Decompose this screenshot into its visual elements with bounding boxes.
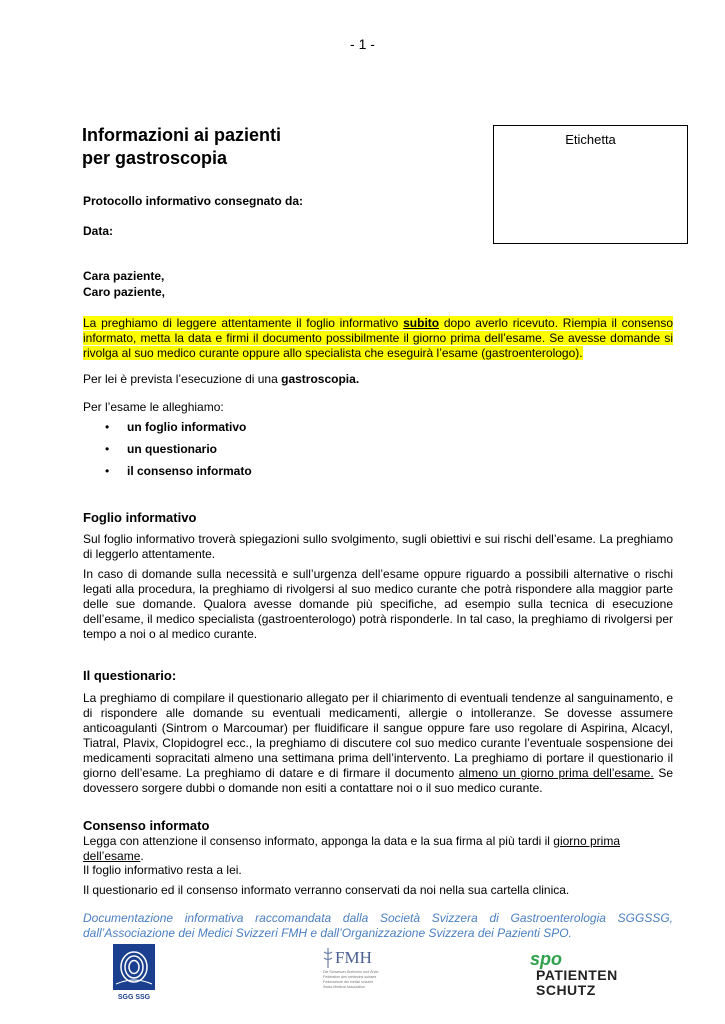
questionario-text-1: La preghiamo di compilare il questionario allegato per il chiarimento di eventuali tendenze al sanguinamento, e di rispondere alle domande su eventuali medicamenti, allergie o intolleranze. Se dovesse assumere anticoagulanti (Sintrom o Marcoumar) per fluidificare il sangue oppure fare uso regolare di Aspirina, Alcacyl, Tiatral, Plavix, Clopidogrel ecc., la preghiamo di discutere col suo medico curante l’eventuale sospensione dei medicamenti sopracitati almeno una settimana prima dell’intervento. La preghiamo di portare il questionario il giorno dell’esame. La preghiamo di datare e di firmare il documento [83, 691, 673, 780]
sggssg-logo [113, 944, 155, 1002]
section-heading-questionario: Il questionario: [83, 668, 177, 683]
list-item: • un foglio informativo [83, 420, 252, 442]
sggssg-logo-text: SGG SSG [117, 994, 151, 1001]
questionario-paragraph [83, 691, 673, 796]
foglio-paragraph-1: Sul foglio informativo troverà spiegazioni sullo svolgimento, sugli obiettivi e sui rischi dell’esame. La preghiamo di leggerlo attentamente. [83, 532, 673, 561]
planned-exam [83, 372, 673, 387]
patient-label-box [493, 125, 688, 244]
attachments-intro: Per l’esame le alleghiamo: [83, 400, 224, 414]
list-item: • il consenso informato [83, 464, 252, 486]
fmh-logo [323, 948, 433, 1002]
section-heading-foglio: Foglio informativo [83, 510, 197, 525]
page-number: - 1 - [350, 36, 375, 52]
intro-part-1: La preghiamo di leggere attentamente il foglio informativo [83, 316, 404, 330]
attachments-list [83, 420, 252, 486]
consenso-paragraph-1 [83, 834, 643, 864]
label-box-text: Etichetta [565, 132, 616, 147]
fmh-subtitle-line: Die Schweizer Ärztinnen und Ärzte [323, 970, 379, 974]
protocol-label: Protocollo informativo consegnato da: [83, 194, 304, 208]
spo-logo-bottom: SCHUTZ [536, 982, 596, 998]
consenso-paragraph-3: Il questionario ed il consenso informato verranno conservati da noi nella sua cartella clinica. [83, 883, 570, 897]
date-label: Data: [83, 224, 114, 238]
spo-logo-top: spo [530, 949, 563, 969]
section-heading-consenso: Consenso informato [83, 818, 210, 833]
foglio-paragraph-2: In caso di domande sulla necessità e sull’urgenza dell’esame oppure riguardo a possibili alternative o rischi legati alla procedura, la preghiamo di rivolgersi al suo medico curante che potrà rispondere alla maggior parte delle sue domande. Qualora avesse domande più specifiche, ad esempio sulla tecnica di esecuzione dell’esame, il medico specialista (gastroenterologo) potrà risponderle. In tal caso, la preghiamo di rivolgersi per tempo a noi o al medico curante. [83, 567, 673, 641]
planned-pre: Per lei è prevista l’esecuzione di una [83, 372, 282, 386]
intro-emphasis: subito [403, 316, 440, 330]
consenso-text-2: . [140, 849, 144, 863]
title-line-1: Informazioni ai pazienti [82, 125, 282, 145]
intro-part-2: dopo averlo ricevuto. Riempia il consenso informato, metta la data e firmi il documento possibilmente il giorno prima dell’esame. Se avesse domande si rivolga al suo medico curante oppure allo specialista che eseguirà l’esame (gastroenterologo). [83, 316, 673, 360]
spo-logo-middle: PATIENTEN [536, 967, 618, 983]
intro-paragraph [83, 316, 673, 361]
footer-recommendation: Documentazione informativa raccomandata dalla Società Svizzera di Gastroenterologia SGGSSG, dall’Associazione dei Medici Svizzeri FMH e dall’Organizzazione Svizzera dei Pazienti SPO. [83, 911, 673, 940]
spo-logo [530, 950, 630, 1004]
fmh-logo-text: FMH [335, 948, 372, 967]
fmh-subtitle-line: Federazione dei medici svizzeri [323, 980, 374, 984]
sggssg-emblem-icon [113, 944, 155, 990]
fmh-subtitle-line: Swiss Medical Association [323, 985, 365, 989]
greeting [83, 268, 165, 300]
fmh-subtitle-line: Fédération des médecins suisses [323, 975, 377, 979]
fmh-subtitle [323, 970, 433, 990]
fmh-emblem-icon [323, 948, 333, 968]
consenso-paragraph-2: Il foglio informativo resta a lei. [83, 863, 242, 877]
questionario-underlined: almeno un giorno prima dell’esame. [458, 766, 654, 780]
list-item: • un questionario [83, 442, 252, 464]
title-line-2: per gastroscopia [82, 148, 228, 168]
page-title [82, 124, 281, 170]
greeting-male: Caro paziente, [83, 285, 166, 299]
consenso-underlined: giorno prima dell’esame [83, 834, 620, 863]
questionario-text-2: Se dovessero sorgere dubbi o domande non esiti a contattare noi o il suo medico curante. [83, 766, 674, 795]
greeting-female: Cara paziente, [83, 269, 165, 283]
consenso-text-1: Legga con attenzione il consenso informato, apponga la data e la sua firma al più tardi il [83, 834, 554, 848]
planned-exam-name: gastroscopia. [281, 372, 360, 386]
